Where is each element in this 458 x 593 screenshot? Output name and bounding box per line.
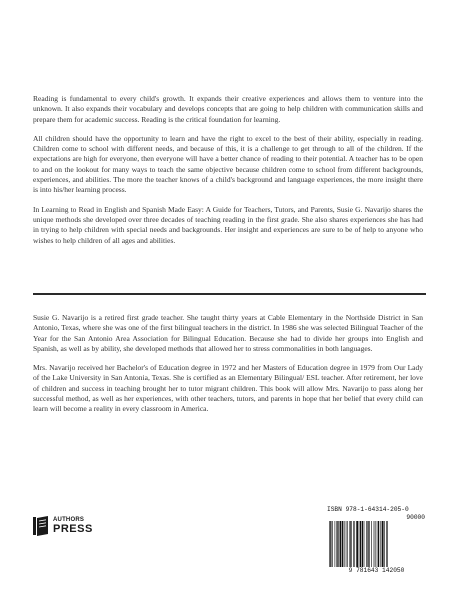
publisher-name-line1: AUTHORS	[53, 517, 85, 523]
isbn-barcode	[326, 506, 427, 578]
bio-paragraph-1: Susie G. Navarijo is a retired first grade teacher. She taught thirty years at Cable Elementary in the Northside District in San Antonio, Texas, where she was one of the first bilingual teachers in the district. In 1986 she was selected Bilingual Teacher of the Year for the San Antonio Area Association for Bilingual Education. Because she had to divide her groups into English and Spanish, as well as by ability, she developed methods that allowed her to stress commonalities in both languages.	[33, 313, 423, 353]
publisher-name-line2: PRESS	[53, 523, 93, 535]
barcode-bars	[329, 521, 425, 567]
book-icon	[32, 515, 50, 537]
description-paragraph-1: Reading is fundamental to every child's growth. It expands their creative experiences and allows them to venture into the unknown. It also expands their vocabulary and develops concepts that are going to help children with communication skills and prepare them for academic success. Reading is the critical foundation for learning.	[33, 94, 423, 124]
publisher-logo	[32, 515, 93, 537]
isbn-number: ISBN 978-1-64314-205-0	[327, 506, 409, 513]
section-divider	[33, 293, 426, 295]
description-paragraph-3: In Learning to Read in English and Spanish Made Easy: A Guide for Teachers, Tutors, and Parents, Susie G. Navarijo shares the unique methods she developed over three decades of teaching reading in the first grade. She also shares experiences she has had in trying to help children with special needs and backgrounds. Her insight and experiences are sure to be of help to anyone who wishes to help children of all ages and abilities.	[33, 204, 423, 245]
bio-paragraph-2: Mrs. Navarijo received her Bachelor's of Education degree in 1972 and her Masters of Education degree in 1979 from Our Lady of the Lake University in San Antonia, Texas. She is certified as an Elementary Bilingual/ ESL teacher. After retirement, her love of children and success in teaching brought her to tutor migrant children. This book will allow Mrs. Navarijo to pass along her successful method, as well as her experiences, with other teachers, tutors, and parents in hope that her belief that every child can learn will become a reality in every classroom in America.	[33, 363, 423, 414]
barcode-digits: 9 781643 142050	[348, 567, 405, 574]
author-bio	[33, 313, 423, 424]
book-description	[33, 94, 423, 255]
price-code: 90000	[406, 514, 425, 521]
description-paragraph-2: All children should have the opportunity to learn and have the right to excel to the best of their ability, especially in reading. Children come to school with different needs, and because of this, it is a challenge to get through to all of the children. If the expectations are high for everyone, then everyone will have a better chance of reading to their potential. A teacher has to be open to and on the lookout for many ways to teach the same objective because children come to school from different backgrounds, experiences, and abilities. The more the teacher knows of a child's background and language experiences, the more insight there is into his/her learning process.	[33, 133, 423, 195]
